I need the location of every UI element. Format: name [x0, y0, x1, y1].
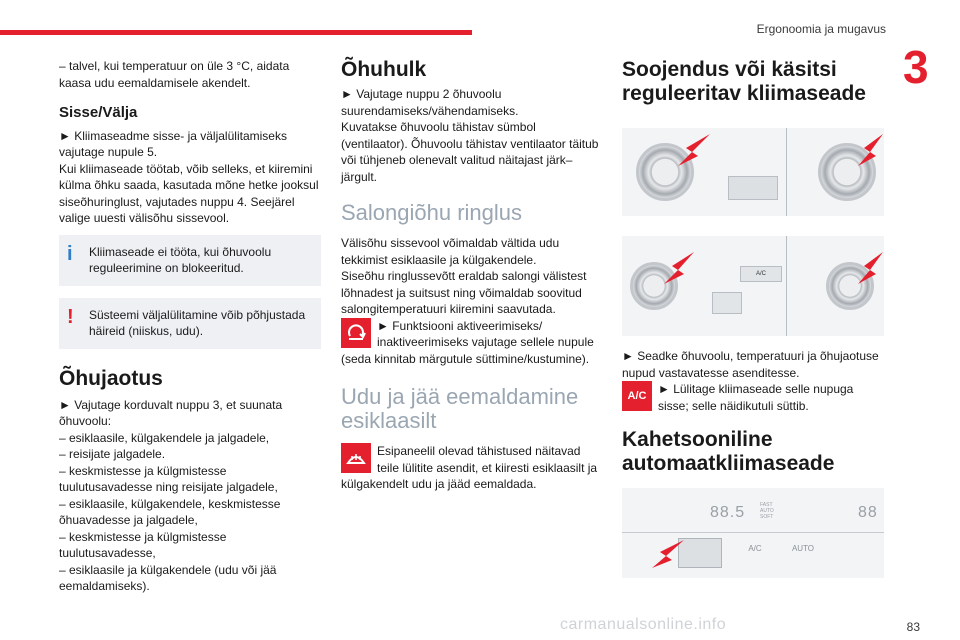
list-item: – esiklaasile ja külgakendele (udu või jää eemaldamiseks). — [59, 562, 277, 593]
ac-button-figure: A/C — [740, 266, 782, 282]
section-title: Ergonoomia ja mugavus — [756, 22, 886, 36]
warning-icon: ! — [67, 305, 74, 328]
arrow-icon — [652, 540, 686, 570]
paragraph-ohuhulk-2: Kuvatakse õhuvoolu tähistav sümbol (ventilaator). Õhuvoolu tähistav ventilaator täitub või tühjeneb olenevalt valitud näitajast järk–järgult. — [341, 120, 599, 184]
info-icon: i — [67, 242, 73, 265]
panel-divider — [622, 532, 884, 533]
page-number: 83 — [906, 620, 920, 634]
heading-auto-2: automaatkliimaseade — [622, 452, 835, 475]
list-item: – esiklaasile, külgakendele ja jalgadele, — [59, 430, 270, 445]
list-item: – esiklaasile, külgakendele, keskmistesse õhuavadesse ja jalgadele, — [59, 496, 281, 527]
intro-text: – talvel, kui temperatuur on üle 3 °C, aidata kaasa udu eemaldamisele akendelt. — [59, 59, 290, 90]
paragraph-salong-3 — [341, 318, 603, 368]
windscreen-defrost-icon — [341, 443, 371, 473]
paragraph-udu — [341, 443, 603, 493]
display-strip — [622, 500, 884, 528]
paragraph-ac-text: ► Lülitage kliimaseade selle nupuga sisse; selle näidikutuli süttib. — [658, 382, 854, 413]
display-right-temp: 88 — [858, 504, 878, 521]
heading-auto-1: Kahetsooniline — [622, 428, 773, 451]
warning-text: Süsteemi väljalülitamine võib põhjustada häireid (niiskus, udu). — [89, 307, 306, 338]
arrow-icon — [858, 252, 884, 286]
panel-divider — [786, 236, 787, 336]
manual-climate-panel-figure-2 — [622, 236, 884, 336]
display-mode: FAST AUTO SOFT — [760, 502, 774, 520]
column-3-lower — [622, 348, 884, 476]
heading-udu-2: esiklaasilt — [341, 408, 437, 433]
column-3 — [622, 58, 884, 106]
heading-salongiohu-ringlus: Salongiõhu ringlus — [341, 200, 523, 225]
watermark: carmanualsonline.info — [560, 616, 727, 633]
paragraph-salong-2: Siseõhu ringlussevõtt eraldab salongi välistest lõhnadest ja suitsust ning võimaldab soovitud salongitemperatuuri kiiremini saavutada. — [341, 269, 587, 316]
arrow-icon — [858, 134, 884, 168]
heading-udu-1: Udu ja jää eemaldamine — [341, 384, 579, 409]
paragraph-sisse-2: Kui kliimaseade töötab, võib selleks, et kiiremini külma õhku saada, kasutada mõne hetke jooksul siseõhuringlust, vajutades nuppu 4. Seejärel valige uuesti välisõhu sissevool. — [59, 161, 319, 225]
column-2 — [341, 58, 603, 493]
arrow-icon — [664, 252, 696, 286]
paragraph-salong-3-text: ► Funktsiooni aktiveerimiseks/ inaktiveerimiseks vajutage sellele nupule (seda kinnitab märgutule süttimine/kustumine). — [341, 318, 594, 366]
recirculation-button-figure — [712, 292, 742, 314]
paragraph-ohuhulk-1: ► Vajutage nuppu 2 õhuvoolu suurendamiseks/vähendamiseks. — [341, 87, 519, 118]
ac-button-label: A/C — [748, 544, 762, 553]
display-left-temp: 88.5 — [710, 504, 746, 521]
panel-divider — [786, 128, 787, 216]
paragraph-ohujaotus: ► Vajutage korduvalt nuppu 3, et suunata õhuvoolu: — [59, 397, 283, 428]
automatic-climate-panel-figure — [622, 488, 884, 578]
list-item: – keskmistesse ja külgmistesse tuulutusavadesse ning reisijate jalgadele, — [59, 463, 278, 494]
column-1 — [59, 58, 321, 595]
heading-soojendus-1: Soojendus või käsitsi — [622, 58, 837, 81]
recirculation-icon — [341, 318, 371, 348]
info-box — [59, 235, 321, 286]
manual-climate-panel-figure-1 — [622, 128, 884, 216]
heading-ohujaotus: Õhujaotus — [59, 366, 163, 390]
ac-icon: A/C — [622, 381, 652, 411]
paragraph-salong-1: Välisõhu sissevool võimaldab vältida udu tekkimist esiklaasile ja külgakendele. — [341, 236, 560, 267]
heading-ohuhulk: Õhuhulk — [341, 58, 427, 81]
list-item: – reisijate jalgadele. — [59, 447, 166, 461]
heading-soojendus-2: reguleeritav kliimaseade — [622, 82, 866, 105]
list-item: – keskmistesse ja külgmistesse tuulutusavadesse, — [59, 529, 227, 560]
paragraph-sisse-1: ► Kliimaseadme sisse- ja väljalülitamiseks vajutage nupule 5. — [59, 128, 287, 159]
info-text: Kliimaseade ei tööta, kui õhuvoolu reguleerimine on blokeeritud. — [89, 244, 272, 275]
header-accent-bar — [0, 30, 472, 35]
warning-box — [59, 298, 321, 349]
heading-sisse-valja: Sisse/Välja — [59, 104, 138, 121]
recirculation-button-figure — [728, 176, 778, 200]
paragraph-udu-text: Esipaneelil olevad tähistused näitavad teile lülitite asendit, et kiiresti esiklaasilt ja külgakendelt udu ja jääd eemaldada. — [341, 444, 598, 491]
paragraph-ac — [622, 381, 884, 414]
arrow-icon — [676, 134, 712, 168]
paragraph-seadke: ► Seadke õhuvoolu, temperatuuri ja õhujaotuse nupud vastavatesse asenditesse. — [622, 349, 879, 380]
chapter-number: 3 — [903, 41, 929, 93]
auto-button-label: AUTO — [791, 544, 815, 553]
